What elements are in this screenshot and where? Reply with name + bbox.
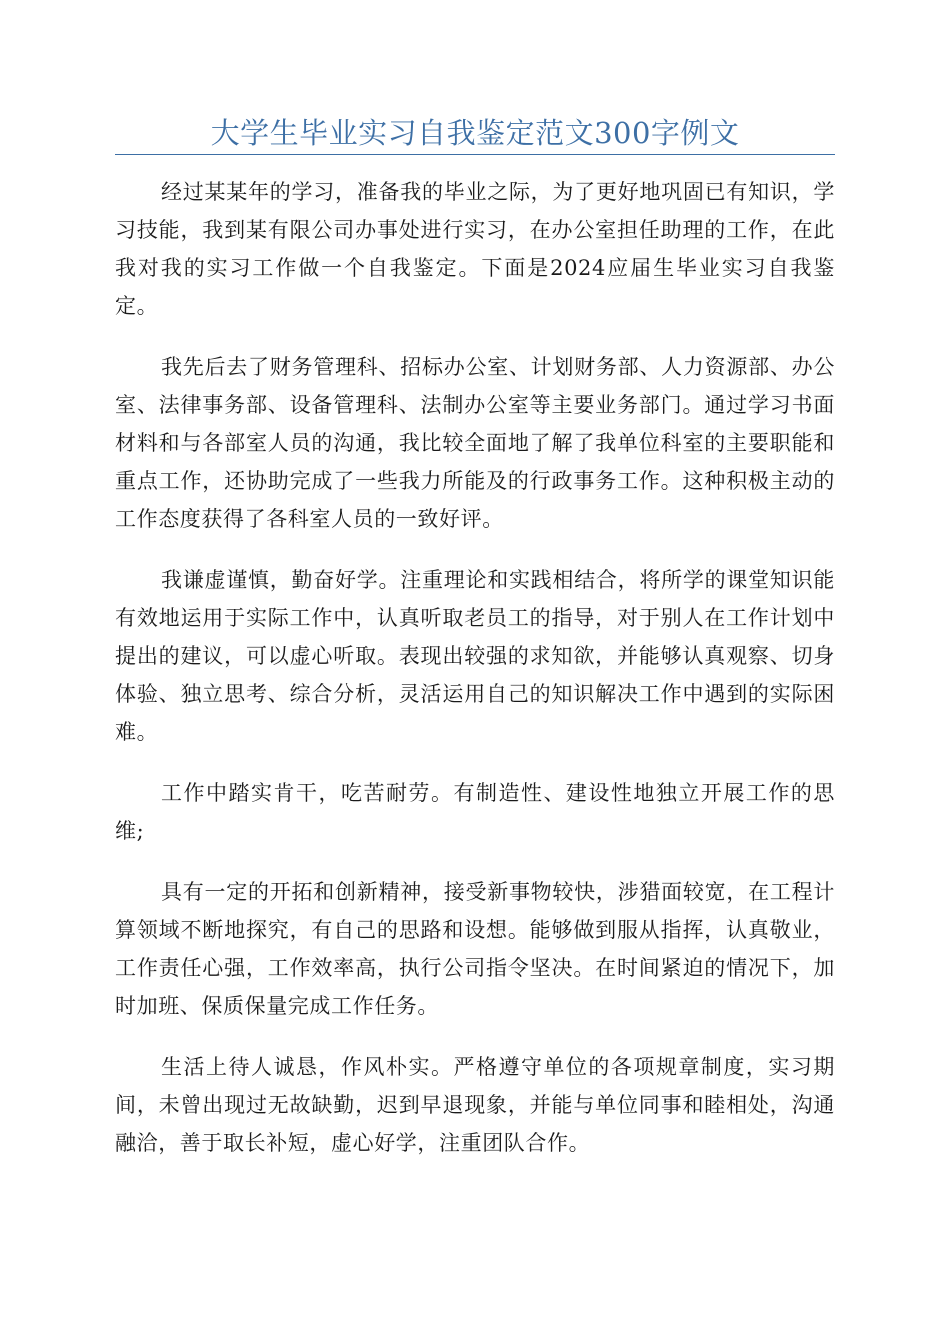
paragraph-2: 我先后去了财务管理科、招标办公室、计划财务部、人力资源部、办公室、法律事务部、设备管理科、法制办公室等主要业务部门。通过学习书面材料和与各部室人员的沟通，我比较全面地了解了我单位科室的主要职能和重点工作，还协助完成了一些我力所能及的行政事务工作。这种积极主动的工作态度获得了各科室人员的一致好评。 <box>115 355 835 531</box>
paragraph-1: 经过某某年的学习，准备我的毕业之际，为了更好地巩固已有知识，学习技能，我到某有限公司办事处进行实习，在办公室担任助理的工作，在此我对我的实习工作做一个自我鉴定。下面是2024应届生毕业实习自我鉴定。 <box>115 180 835 318</box>
paragraph-5: 具有一定的开拓和创新精神，接受新事物较快，涉猎面较宽，在工程计算领域不断地探究，有自己的思路和设想。能够做到服从指挥，认真敬业，工作责任心强，工作效率高，执行公司指令坚决。在时间紧迫的情况下，加时加班、保质保量完成工作任务。 <box>115 880 835 1018</box>
document-title: 大学生毕业实习自我鉴定范文300字例文 <box>210 116 740 150</box>
document-body <box>115 173 835 1185</box>
title-underline <box>115 154 835 155</box>
paragraph-3: 我谦虚谨慎，勤奋好学。注重理论和实践相结合，将所学的课堂知识能有效地运用于实际工作中，认真听取老员工的指导，对于别人在工作计划中提出的建议，可以虚心听取。表现出较强的求知欲，并能够认真观察、切身体验、独立思考、综合分析，灵活运用自己的知识解决工作中遇到的实际困难。 <box>115 568 835 744</box>
paragraph-6: 生活上待人诚恳，作风朴实。严格遵守单位的各项规章制度，实习期间，未曾出现过无故缺勤，迟到早退现象，并能与单位同事和睦相处，沟通融洽，善于取长补短，虚心好学，注重团队合作。 <box>115 1055 835 1155</box>
paragraph-4: 工作中踏实肯干，吃苦耐劳。有制造性、建设性地独立开展工作的思维; <box>115 781 835 843</box>
